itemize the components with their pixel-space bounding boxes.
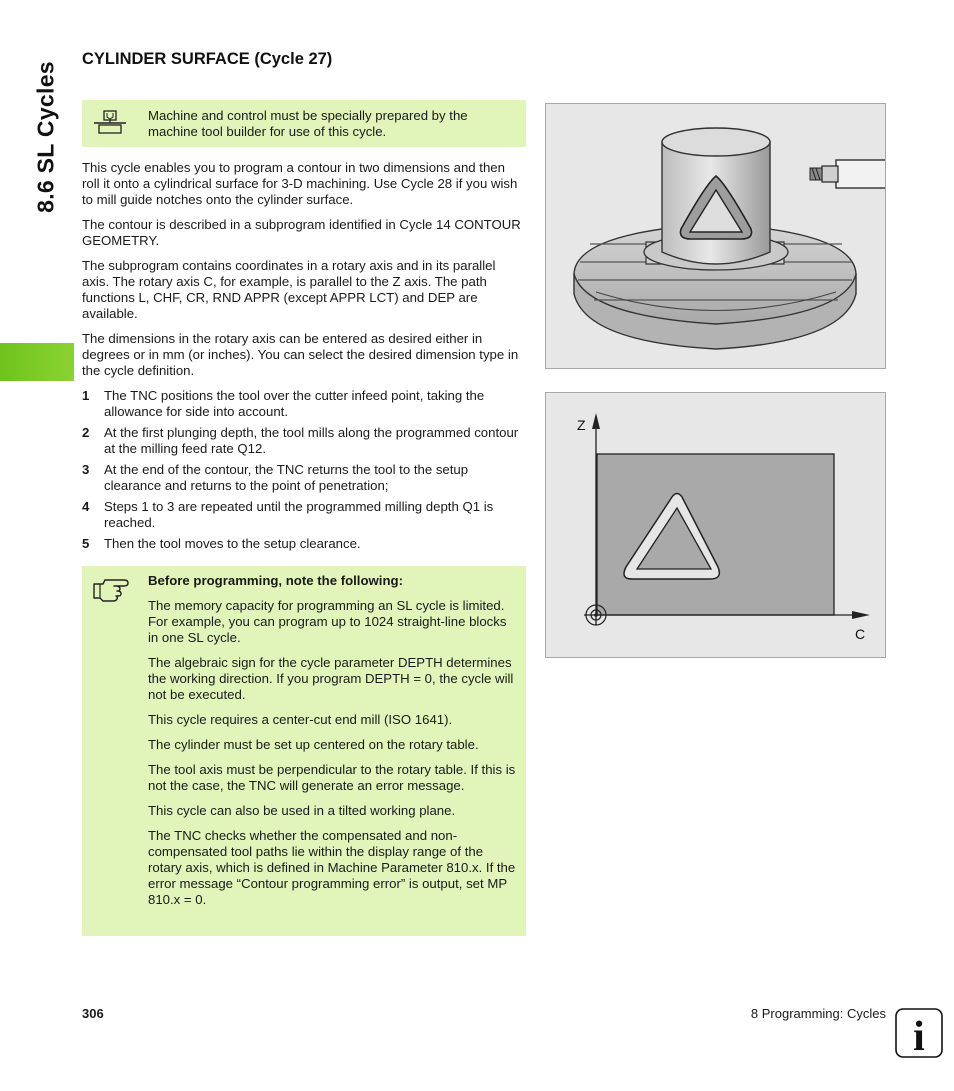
- step-text: At the first plunging depth, the tool mills along the programmed contour at the milling feed rate Q12.: [104, 425, 519, 456]
- programming-note-title: Before programming, note the following:: [148, 573, 403, 588]
- machine-note-text: Machine and control must be specially prepared by the machine tool builder for use of this cycle.: [148, 108, 468, 139]
- side-section-title-text: 8.6 SL Cycles: [32, 61, 59, 213]
- paragraph: This cycle enables you to program a contour in two dimensions and then roll it onto a cylindrical surface for 3-D machining. Use Cycle 28 if you wish to mill guide notches onto the cylinder surface.: [82, 160, 518, 207]
- section-heading: CYLINDER SURFACE (Cycle 27): [82, 50, 333, 68]
- step-number: 1: [82, 388, 90, 403]
- paragraph: The contour is described in a subprogram identified in Cycle 14 CONTOUR GEOMETRY.: [82, 217, 521, 248]
- z-axis-label: Z: [577, 417, 586, 433]
- note-item: The memory capacity for programming an SL cycle is limited. For example, you can program up to 1024 straight-line blocks in one SL cycle.: [148, 598, 507, 645]
- side-section-title: [28, 52, 64, 222]
- note-item: The algebraic sign for the cycle parameter DEPTH determines the working direction. If you program DEPTH = 0, the cycle will not be executed.: [148, 655, 514, 702]
- list-item: [82, 425, 526, 457]
- note-item: The TNC checks whether the compensated and non-compensated tool paths lie within the display range of the rotary axis, which is defined in Machine Parameter 810.x. If the error message “Contour programming error” is output, set MP 810.x = 0.: [148, 828, 516, 907]
- cylinder-illustration: [546, 104, 885, 368]
- machine-note-icon: [90, 108, 130, 142]
- info-glyph: i: [913, 1014, 925, 1058]
- main-body: [82, 160, 526, 557]
- step-number: 3: [82, 462, 90, 477]
- paragraph: The subprogram contains coordinates in a rotary axis and in its parallel axis. The rotary axis C, for example, is parallel to the Z axis. The path functions L, CHF, CR, RND APPR (except APPR LCT) and DEP are available.: [82, 258, 496, 321]
- paragraph: The dimensions in the rotary axis can be entered as desired either in degrees or in mm (or inches). You can select the desired dimension type in the cycle definition.: [82, 331, 519, 378]
- list-item: [82, 499, 526, 531]
- chapter-tab-marker: [0, 343, 74, 381]
- unrolled-contour-figure: [545, 392, 886, 658]
- info-icon: [895, 1008, 943, 1058]
- page-number: 306: [82, 1006, 104, 1021]
- programming-note-text: [148, 573, 518, 917]
- step-text: The TNC positions the tool over the cutter infeed point, taking the allowance for side into account.: [104, 388, 485, 419]
- note-item: The cylinder must be set up centered on the rotary table.: [148, 737, 479, 752]
- programming-note-box: [82, 566, 526, 936]
- step-text: Then the tool moves to the setup clearance.: [104, 536, 361, 551]
- pointing-hand-icon: [90, 574, 134, 602]
- step-number: 5: [82, 536, 90, 551]
- list-item: [82, 462, 526, 494]
- note-item: The tool axis must be perpendicular to the rotary table. If this is not the case, the TNC will generate an error message.: [148, 762, 516, 793]
- note-item: This cycle can also be used in a tilted working plane.: [148, 803, 456, 818]
- list-item: [82, 536, 526, 552]
- note-item: This cycle requires a center-cut end mill (ISO 1641).: [148, 712, 453, 727]
- machine-note-box: [82, 100, 526, 147]
- cylinder-rotary-table-figure: [545, 103, 886, 369]
- step-number: 4: [82, 499, 90, 514]
- c-axis-label: C: [855, 626, 866, 642]
- step-text: At the end of the contour, the TNC returns the tool to the setup clearance and returns to the point of penetration;: [104, 462, 469, 493]
- step-number: 2: [82, 425, 90, 440]
- step-text: Steps 1 to 3 are repeated until the programmed milling depth Q1 is reached.: [104, 499, 494, 530]
- list-item: [82, 388, 526, 420]
- process-steps-list: [82, 388, 526, 552]
- chapter-footer: 8 Programming: Cycles: [750, 1006, 886, 1021]
- contour-diagram: [546, 393, 885, 657]
